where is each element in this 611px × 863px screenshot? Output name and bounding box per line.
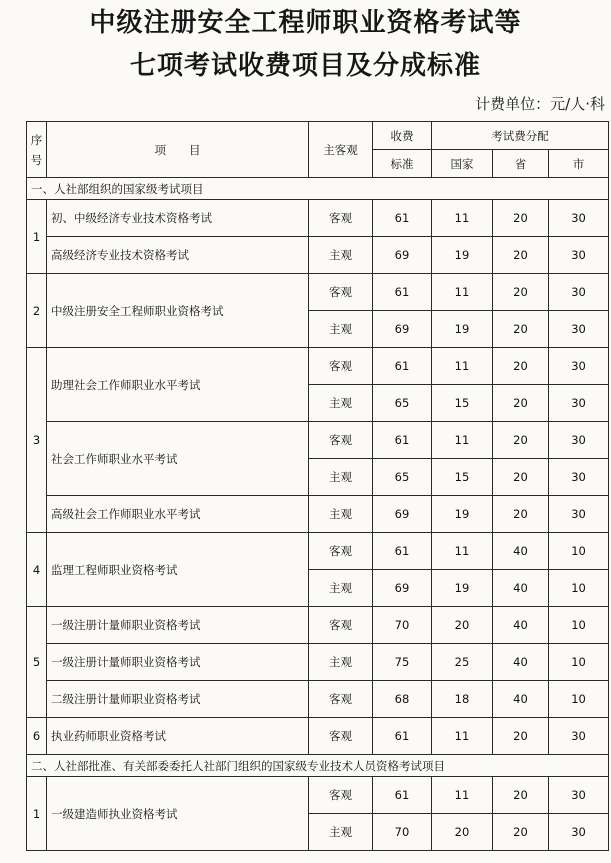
header-province: 省: [493, 150, 549, 178]
row-type: 主观: [309, 237, 373, 274]
row-type: 客观: [309, 777, 373, 814]
header-city: 市: [549, 150, 609, 178]
row-nation: 19: [432, 237, 493, 274]
table-row: [27, 200, 609, 237]
row-fee: 70: [373, 814, 432, 851]
row-item: 二级注册计量师职业资格考试: [47, 681, 309, 718]
row-seq: 1: [27, 200, 47, 274]
row-type: 客观: [309, 348, 373, 385]
document-title-line1: 中级注册安全工程师职业资格考试等: [89, 8, 522, 38]
row-fee: 61: [373, 718, 432, 755]
row-nation: 25: [432, 644, 493, 681]
row-fee: 61: [373, 422, 432, 459]
row-province: 40: [493, 681, 549, 718]
row-type: 客观: [309, 718, 373, 755]
row-item: 一级注册计量师职业资格考试: [47, 607, 309, 644]
row-city: 10: [549, 681, 609, 718]
row-city: 30: [549, 385, 609, 422]
row-seq: 2: [27, 274, 47, 348]
row-type: 主观: [309, 644, 373, 681]
row-type: 主观: [309, 570, 373, 607]
row-type: 客观: [309, 607, 373, 644]
row-city: 30: [549, 274, 609, 311]
row-item: 初、中级经济专业技术资格考试: [47, 200, 309, 237]
header-fee-std-top: 收费: [373, 122, 432, 150]
table-row: [27, 607, 609, 644]
row-type: 主观: [309, 814, 373, 851]
row-nation: 11: [432, 533, 493, 570]
row-fee: 70: [373, 607, 432, 644]
row-nation: 11: [432, 274, 493, 311]
row-nation: 20: [432, 814, 493, 851]
section-row: [27, 178, 609, 200]
row-item: 社会工作师职业水平考试: [47, 422, 309, 496]
row-item: 监理工程师职业资格考试: [47, 533, 309, 607]
row-fee: 61: [373, 777, 432, 814]
header-distribution: 考试费分配: [432, 122, 609, 150]
table-row: [27, 681, 609, 718]
row-fee: 68: [373, 681, 432, 718]
row-province: 20: [493, 311, 549, 348]
row-nation: 19: [432, 496, 493, 533]
row-province: 20: [493, 237, 549, 274]
section-title: 二、人社部批准、有关部委委托人社部门组织的国家级专业技术人员资格考试项目: [27, 755, 609, 777]
row-nation: 15: [432, 385, 493, 422]
row-nation: 15: [432, 459, 493, 496]
row-city: 10: [549, 533, 609, 570]
row-fee: 61: [373, 274, 432, 311]
row-province: 20: [493, 496, 549, 533]
row-fee: 61: [373, 200, 432, 237]
row-fee: 69: [373, 311, 432, 348]
row-province: 20: [493, 718, 549, 755]
table-row: [27, 274, 609, 311]
header-seq: 序号: [27, 122, 47, 178]
row-type: 主观: [309, 459, 373, 496]
row-city: 30: [549, 422, 609, 459]
row-item: 中级注册安全工程师职业资格考试: [47, 274, 309, 348]
row-province: 20: [493, 348, 549, 385]
document-title-line2: 七项考试收费项目及分成标准: [129, 51, 481, 81]
table-row: [27, 718, 609, 755]
row-type: 客观: [309, 681, 373, 718]
section-title: 一、人社部组织的国家级考试项目: [27, 178, 609, 200]
row-fee: 61: [373, 348, 432, 385]
fee-table: [26, 121, 609, 851]
table-row: [27, 348, 609, 385]
row-fee: 75: [373, 644, 432, 681]
row-city: 30: [549, 496, 609, 533]
row-seq: 6: [27, 718, 47, 755]
row-nation: 19: [432, 311, 493, 348]
row-item: 一级建造师执业资格考试: [47, 777, 309, 851]
row-nation: 11: [432, 777, 493, 814]
row-city: 30: [549, 814, 609, 851]
row-province: 20: [493, 385, 549, 422]
row-type: 客观: [309, 200, 373, 237]
row-province: 20: [493, 459, 549, 496]
header-subj-obj: 主客观: [309, 122, 373, 178]
row-city: 30: [549, 718, 609, 755]
row-city: 30: [549, 237, 609, 274]
row-nation: 11: [432, 200, 493, 237]
section-row: [27, 755, 609, 777]
row-nation: 19: [432, 570, 493, 607]
row-fee: 61: [373, 533, 432, 570]
table-row: [27, 237, 609, 274]
billing-unit: 计费单位：元/人·科: [475, 95, 605, 113]
row-city: 10: [549, 644, 609, 681]
row-seq: 1: [27, 777, 47, 851]
row-fee: 69: [373, 570, 432, 607]
row-seq: 3: [27, 348, 47, 533]
table-row: [27, 777, 609, 814]
row-province: 20: [493, 777, 549, 814]
row-province: 40: [493, 644, 549, 681]
header-nation: 国家: [432, 150, 493, 178]
row-nation: 18: [432, 681, 493, 718]
row-nation: 11: [432, 348, 493, 385]
row-province: 20: [493, 200, 549, 237]
table-row: [27, 496, 609, 533]
row-nation: 11: [432, 422, 493, 459]
row-type: 客观: [309, 533, 373, 570]
row-city: 30: [549, 311, 609, 348]
row-type: 主观: [309, 311, 373, 348]
row-province: 40: [493, 607, 549, 644]
row-province: 20: [493, 422, 549, 459]
row-seq: 5: [27, 607, 47, 718]
table-row: [27, 422, 609, 459]
row-province: 40: [493, 533, 549, 570]
row-city: 30: [549, 777, 609, 814]
row-item: 执业药师职业资格考试: [47, 718, 309, 755]
row-province: 20: [493, 274, 549, 311]
header-fee-std-bottom: 标准: [373, 150, 432, 178]
row-type: 主观: [309, 385, 373, 422]
row-item: 高级经济专业技术资格考试: [47, 237, 309, 274]
row-type: 客观: [309, 422, 373, 459]
row-city: 10: [549, 607, 609, 644]
row-city: 10: [549, 570, 609, 607]
row-item: 一级注册计量师职业资格考试: [47, 644, 309, 681]
header-item: 项 目: [47, 122, 309, 178]
row-fee: 69: [373, 237, 432, 274]
row-province: 40: [493, 570, 549, 607]
table-row: [27, 533, 609, 570]
row-city: 30: [549, 200, 609, 237]
row-province: 20: [493, 814, 549, 851]
row-city: 30: [549, 459, 609, 496]
table-row: [27, 644, 609, 681]
row-fee: 65: [373, 385, 432, 422]
row-fee: 69: [373, 496, 432, 533]
row-fee: 65: [373, 459, 432, 496]
row-seq: 4: [27, 533, 47, 607]
row-item: 高级社会工作师职业水平考试: [47, 496, 309, 533]
row-city: 30: [549, 348, 609, 385]
table-header-row-1: [27, 122, 609, 150]
row-type: 客观: [309, 274, 373, 311]
row-nation: 11: [432, 718, 493, 755]
row-nation: 20: [432, 607, 493, 644]
row-type: 主观: [309, 496, 373, 533]
row-item: 助理社会工作师职业水平考试: [47, 348, 309, 422]
